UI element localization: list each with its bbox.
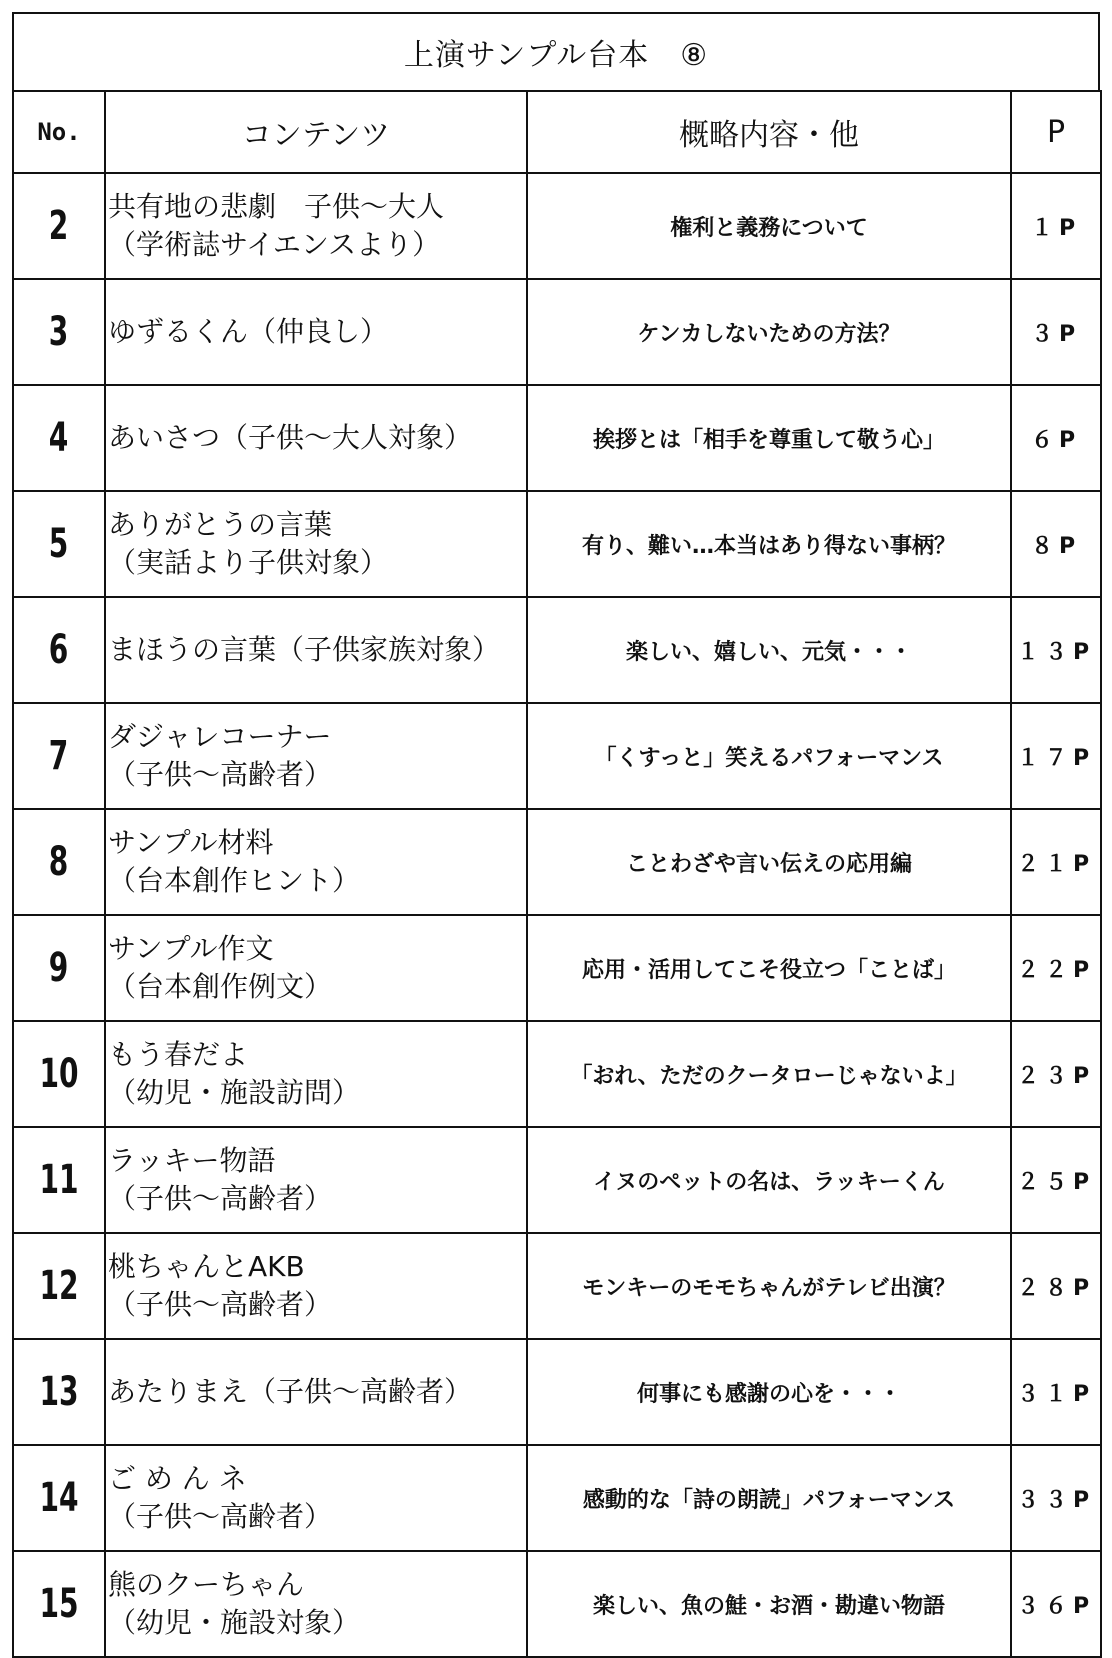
table-row xyxy=(13,279,1101,385)
row-number xyxy=(13,1233,105,1339)
row-title: あたりまえ（子供～高齢者） xyxy=(108,1375,473,1408)
row-title: もう春だよ xyxy=(108,1038,249,1071)
row-contents xyxy=(105,1127,527,1233)
row-page: ８P xyxy=(1011,491,1101,597)
row-number xyxy=(13,1445,105,1551)
row-summary: 楽しい、嬉しい、元気・・・ xyxy=(527,597,1011,703)
row-contents xyxy=(105,809,527,915)
row-number-text: 2 xyxy=(49,203,69,249)
row-audience: （子供～高齢者） xyxy=(108,1288,333,1321)
row-number xyxy=(13,1021,105,1127)
row-page: ２２P xyxy=(1011,915,1101,1021)
row-number xyxy=(13,279,105,385)
row-summary: 「くすっと」笑えるパフォーマンス xyxy=(527,703,1011,809)
row-page: ３P xyxy=(1011,279,1101,385)
row-title: 桃ちゃんとAKB xyxy=(108,1250,305,1283)
row-number-text: 11 xyxy=(39,1157,79,1203)
row-contents xyxy=(105,703,527,809)
row-title: ダジャレコーナー xyxy=(108,720,332,753)
row-contents xyxy=(105,491,527,597)
table-row xyxy=(13,597,1101,703)
row-page: ２３P xyxy=(1011,1021,1101,1127)
row-title: ご め ん ネ xyxy=(108,1462,247,1495)
row-audience: （台本創作ヒント） xyxy=(108,864,361,897)
contents-table xyxy=(12,90,1102,1658)
row-number xyxy=(13,915,105,1021)
row-contents xyxy=(105,1233,527,1339)
row-number-text: 9 xyxy=(49,945,69,991)
row-number-text: 14 xyxy=(39,1475,79,1521)
row-audience: （幼児・施設訪問） xyxy=(108,1076,361,1109)
row-contents xyxy=(105,173,527,279)
row-contents xyxy=(105,1445,527,1551)
row-audience: （子供～高齢者） xyxy=(108,1182,333,1215)
row-summary: 感動的な「詩の朗読」パフォーマンス xyxy=(527,1445,1011,1551)
row-page: ３３P xyxy=(1011,1445,1101,1551)
row-audience: （子供～高齢者） xyxy=(108,758,333,791)
row-number-text: 7 xyxy=(49,733,69,779)
row-summary: 挨拶とは「相手を尊重して敬う心」 xyxy=(527,385,1011,491)
row-page: ３６P xyxy=(1011,1551,1101,1657)
row-number xyxy=(13,1551,105,1657)
row-summary: 「おれ、ただのクータローじゃないよ」 xyxy=(527,1021,1011,1127)
row-summary: 有り、難い…本当はあり得ない事柄？ xyxy=(527,491,1011,597)
script-index-sheet xyxy=(12,12,1098,1639)
row-title: ラッキー物語 xyxy=(108,1144,276,1177)
row-summary: 楽しい、魚の鮭・お酒・勘違い物語 xyxy=(527,1551,1011,1657)
row-number xyxy=(13,173,105,279)
row-number-text: 3 xyxy=(49,309,69,355)
row-summary: モンキーのモモちゃんがテレビ出演？ xyxy=(527,1233,1011,1339)
row-number-text: 10 xyxy=(39,1051,79,1097)
row-page: ３１P xyxy=(1011,1339,1101,1445)
table-row xyxy=(13,809,1101,915)
row-page: ２１P xyxy=(1011,809,1101,915)
header-row xyxy=(13,91,1101,173)
table-row xyxy=(13,173,1101,279)
row-audience: （実話より子供対象） xyxy=(108,546,389,579)
row-number xyxy=(13,491,105,597)
row-number-text: 15 xyxy=(39,1581,79,1627)
row-page: １７P xyxy=(1011,703,1101,809)
row-number xyxy=(13,703,105,809)
table-row xyxy=(13,1127,1101,1233)
table-row xyxy=(13,915,1101,1021)
row-contents xyxy=(105,279,527,385)
row-number-text: 5 xyxy=(49,521,69,567)
row-number-text: 12 xyxy=(39,1263,79,1309)
row-page: １P xyxy=(1011,173,1101,279)
header-page: P xyxy=(1011,91,1101,173)
row-audience: （子供～高齢者） xyxy=(108,1500,333,1533)
row-contents xyxy=(105,597,527,703)
row-title: あいさつ（子供～大人対象） xyxy=(108,421,473,454)
table-row xyxy=(13,1233,1101,1339)
row-contents xyxy=(105,915,527,1021)
row-summary: イヌのペットの名は、ラッキーくん xyxy=(527,1127,1011,1233)
row-number xyxy=(13,809,105,915)
row-page: １３P xyxy=(1011,597,1101,703)
table-row xyxy=(13,703,1101,809)
row-number xyxy=(13,1127,105,1233)
row-number xyxy=(13,1339,105,1445)
row-number-text: 4 xyxy=(49,415,69,461)
row-page: ２８P xyxy=(1011,1233,1101,1339)
row-summary: 応用・活用してこそ役立つ「ことば」 xyxy=(527,915,1011,1021)
row-audience: （学術誌サイエンスより） xyxy=(108,228,441,261)
row-page: ２５P xyxy=(1011,1127,1101,1233)
row-audience: （幼児・施設対象） xyxy=(108,1606,361,1639)
row-title: まほうの言葉（子供家族対象） xyxy=(108,633,501,666)
row-title: 共有地の悲劇 子供～大人 xyxy=(108,190,445,223)
document-title: 上演サンプル台本 ⑧ xyxy=(12,12,1100,90)
row-contents xyxy=(105,1551,527,1657)
row-contents xyxy=(105,1339,527,1445)
row-title: ゆずるくん（仲良し） xyxy=(108,315,389,348)
row-title: ありがとうの言葉 xyxy=(108,508,333,541)
row-contents xyxy=(105,1021,527,1127)
table-row xyxy=(13,1445,1101,1551)
row-summary: ケンカしないための方法？ xyxy=(527,279,1011,385)
row-contents xyxy=(105,385,527,491)
header-summary: 概略内容・他 xyxy=(527,91,1011,173)
row-number-text: 6 xyxy=(49,627,69,673)
row-summary: 権利と義務について xyxy=(527,173,1011,279)
header-no: No. xyxy=(13,91,105,173)
row-number xyxy=(13,597,105,703)
row-title: 熊のクーちゃん xyxy=(108,1568,305,1601)
row-number-text: 8 xyxy=(49,839,69,885)
table-row xyxy=(13,1551,1101,1657)
row-audience: （台本創作例文） xyxy=(108,970,333,1003)
table-row xyxy=(13,1339,1101,1445)
row-page: ６P xyxy=(1011,385,1101,491)
table-row xyxy=(13,1021,1101,1127)
row-number-text: 13 xyxy=(39,1369,79,1415)
row-title: サンプル作文 xyxy=(108,932,274,965)
header-contents: コンテンツ xyxy=(105,91,527,173)
row-title: サンプル材料 xyxy=(108,826,274,859)
table-row xyxy=(13,491,1101,597)
row-summary: 何事にも感謝の心を・・・ xyxy=(527,1339,1011,1445)
row-number xyxy=(13,385,105,491)
row-summary: ことわざや言い伝えの応用編 xyxy=(527,809,1011,915)
table-row xyxy=(13,385,1101,491)
